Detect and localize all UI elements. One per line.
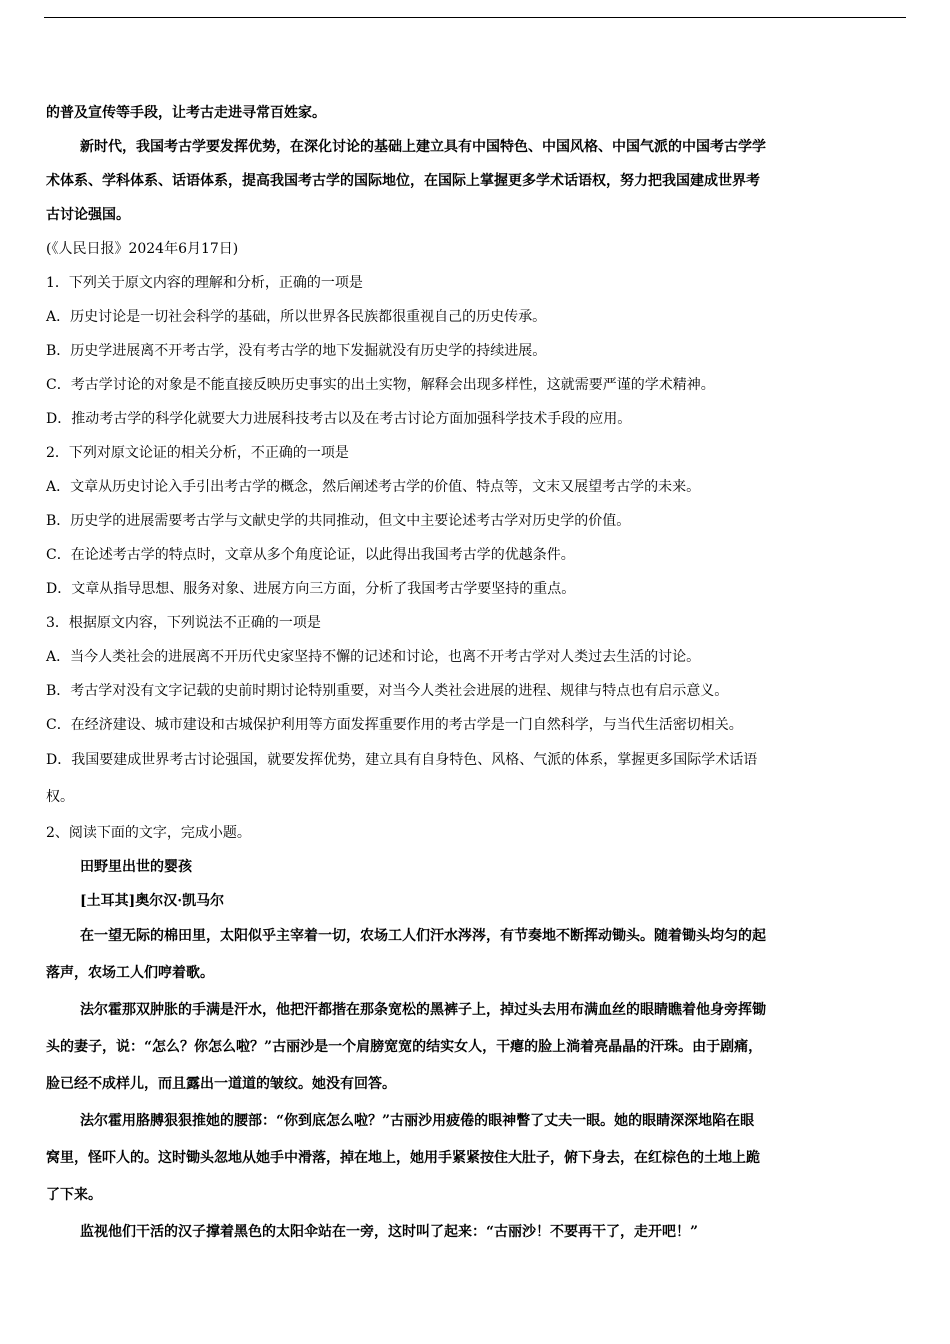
- text-line: 的普及宣传等手段，让考古走进寻常百姓家。: [46, 105, 326, 121]
- text-line: A．文章从历史讨论入手引出考古学的概念，然后阐述考古学的价值、特点等，文末又展望考古学的未来。: [46, 479, 701, 495]
- text-line: 权。: [46, 789, 74, 805]
- text-line: B．历史学的进展需要考古学与文献史学的共同推动，但文中主要论述考古学对历史学的价值。: [46, 513, 631, 529]
- text-line: 2、阅读下面的文字，完成小题。: [46, 825, 251, 841]
- text-line: 新时代，我国考古学要发挥优势，在深化讨论的基础上建立具有中国特色、中国风格、中国气派的中国考古学学: [80, 139, 766, 155]
- text-line: 头的妻子，说：“怎么？你怎么啦？”古丽沙是一个肩膀宽宽的结实女人，干瘪的脸上淌着亮晶晶的汗珠。由于剧痛，: [46, 1039, 763, 1055]
- text-line: D．文章从指导思想、服务对象、进展方向三方面，分析了我国考古学要坚持的重点。: [46, 581, 576, 597]
- text-line: 术体系、学科体系、话语体系，提高我国考古学的国际地位，在国际上掌握更多学术话语权，努力把我国建成世界考: [46, 173, 760, 189]
- text-line: [土耳其]奥尔汉·凯马尔: [80, 893, 225, 909]
- text-line: B．考古学对没有文字记载的史前时期讨论特别重要，对当今人类社会进展的进程、规律与特点也有启示意义。: [46, 683, 729, 699]
- text-line: 落声，农场工人们哼着歌。: [46, 965, 214, 981]
- text-line: 法尔霍用胳膊狠狠推她的腰部：“你到底怎么啦？”古丽沙用疲倦的眼神瞥了丈夫一眼。她的眼睛深深地陷在眼: [80, 1113, 755, 1129]
- text-line: 田野里出世的婴孩: [80, 859, 192, 875]
- text-line: 了下来。: [46, 1187, 102, 1203]
- text-line: D．推动考古学的科学化就要大力进展科技考古以及在考古讨论方面加强科学技术手段的应用。: [46, 411, 632, 427]
- text-line: 在一望无际的棉田里，太阳似乎主宰着一切，农场工人们汗水涔涔，有节奏地不断挥动锄头。随着锄头均匀的起: [80, 928, 766, 944]
- document-body: [46, 96, 904, 1251]
- text-line: 监视他们干活的汉子撑着黑色的太阳伞站在一旁，这时叫了起来：“古丽沙！不要再干了，走开吧！”: [80, 1224, 699, 1240]
- text-line: 2．下列对原文论证的相关分析，不正确的一项是: [46, 445, 349, 461]
- text-line: A．当今人类社会的进展离不开历代史家坚持不懈的记述和讨论，也离不开考古学对人类过去生活的讨论。: [46, 649, 701, 665]
- text-line: D．我国要建成世界考古讨论强国，就要发挥优势，建立具有自身特色、风格、气派的体系，掌握更多国际学术话语: [46, 752, 758, 768]
- header-rule: [44, 17, 906, 18]
- text-line: (《人民日报》2024年6月17日): [46, 241, 239, 257]
- text-line: 1．下列关于原文内容的理解和分析，正确的一项是: [46, 275, 363, 291]
- text-line: 古讨论强国。: [46, 207, 130, 223]
- text-line: 3．根据原文内容，下列说法不正确的一项是: [46, 615, 321, 631]
- text-line: 脸已经不成样儿，而且露出一道道的皱纹。她没有回答。: [46, 1076, 396, 1092]
- text-line: C．在论述考古学的特点时，文章从多个角度论证，以此得出我国考古学的优越条件。: [46, 547, 575, 563]
- text-line: C．考古学讨论的对象是不能直接反映历史事实的出土实物，解释会出现多样性，这就需要严谨的学术精神。: [46, 377, 715, 393]
- text-line: B．历史学进展离不开考古学，没有考古学的地下发掘就没有历史学的持续进展。: [46, 343, 547, 359]
- text-line: C．在经济建设、城市建设和古城保护利用等方面发挥重要作用的考古学是一门自然科学，与当代生活密切相关。: [46, 717, 743, 733]
- text-line: A．历史讨论是一切社会科学的基础，所以世界各民族都很重视自己的历史传承。: [46, 309, 547, 325]
- text-line: 窝里，怪吓人的。这时锄头忽地从她手中滑落，掉在地上，她用手紧紧按住大肚子，俯下身去，在红棕色的土地上跪: [46, 1150, 760, 1166]
- text-line: 法尔霍那双肿胀的手满是汗水，他把汗都揩在那条宽松的黑裤子上，掉过头去用布满血丝的眼睛瞧着他身旁挥锄: [80, 1002, 766, 1018]
